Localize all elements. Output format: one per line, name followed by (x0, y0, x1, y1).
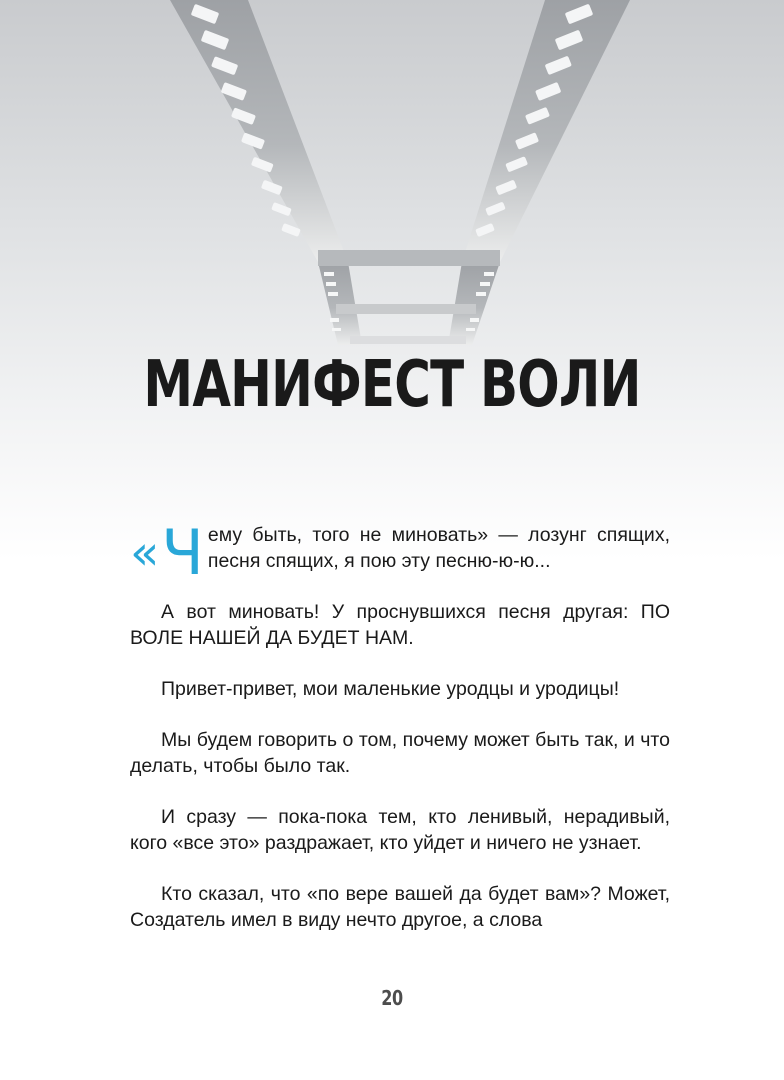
dropcap-block (130, 516, 204, 589)
page-title: МАНИФЕСТ ВОЛИ (143, 348, 641, 422)
paragraph: Привет-привет, мои маленькие уродцы и уродицы! (161, 678, 620, 700)
paragraph: Кто сказал, что «по вере вашей да будет вам»? Может, Создатель имел в виду нечто другое, а слова (130, 883, 670, 931)
film-strip-illustration (0, 0, 784, 380)
dropcap-letter: Ч (161, 516, 204, 589)
paragraph: Мы будем говорить о том, почему может быть так, и что делать, чтобы было так. (130, 729, 670, 777)
paragraph: А вот миновать! У проснувшихся песня другая: ПО ВОЛЕ НАШЕЙ ДА БУДЕТ НАМ. (130, 601, 670, 649)
paragraph: И сразу — пока-пока тем, кто ленивый, нерадивый, кого «все это» раздражает, кто уйдет и ничего не узнает. (130, 806, 670, 854)
intro-paragraph (130, 516, 670, 589)
intro-text: ему быть, того не миновать» — лозунг спящих, песня спящих, я пою эту песню-ю-ю... (207, 524, 670, 572)
page-number: 20 (381, 986, 403, 1010)
opening-quote-mark: « (130, 525, 160, 581)
body-text (130, 516, 670, 958)
